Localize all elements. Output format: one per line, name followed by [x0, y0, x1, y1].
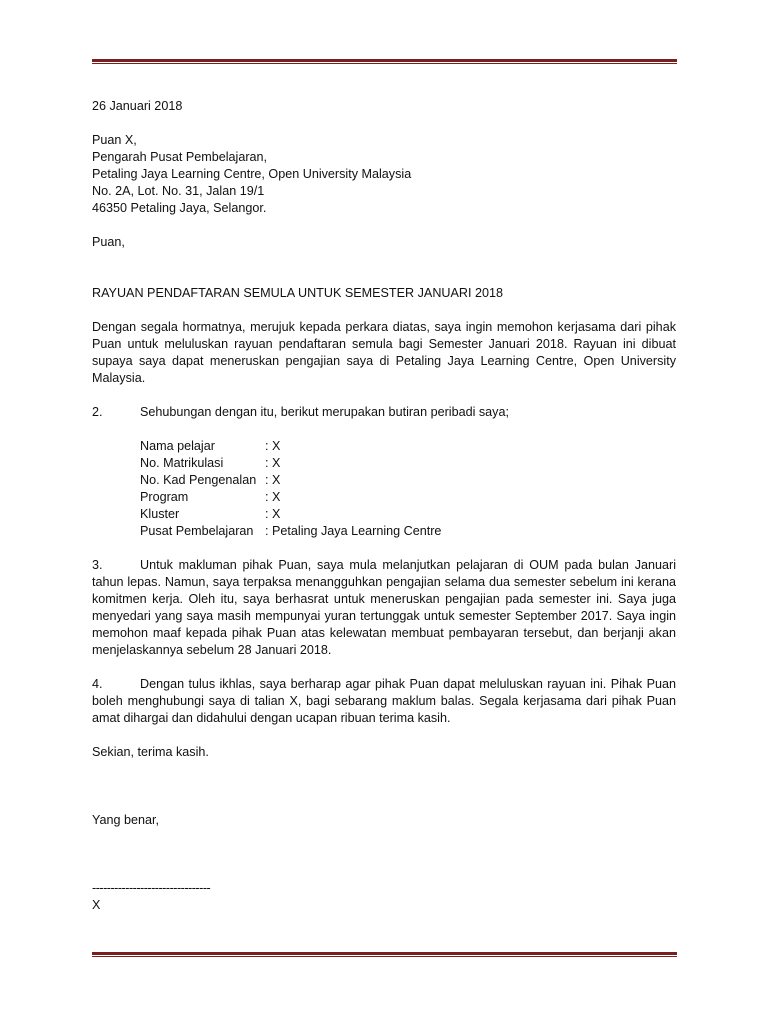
detail-value: : X	[265, 490, 281, 504]
signer-name: X	[92, 898, 101, 912]
detail-label: Program	[140, 490, 189, 504]
detail-value: : X	[265, 456, 281, 470]
letter-body	[92, 98, 676, 914]
paragraph-3	[92, 557, 676, 659]
detail-row	[140, 438, 676, 455]
letter-date: 26 Januari 2018	[92, 99, 183, 113]
detail-label: Pusat Pembelajaran	[140, 524, 254, 538]
recipient-line: Puan X,	[92, 133, 137, 147]
paragraph-text: Untuk makluman pihak Puan, saya mula melanjutkan pelajaran di OUM pada bulan Januari tahun lepas. Namun, saya terpaksa menangguhkan pengajian selama dua semester sebelum ini kerana komitmen kerja. Oleh itu, saya berhasrat untuk meneruskan pengajian pada semester ini. Saya juga menyedari yang saya masih mempunyai yuran tertunggak untuk semester September 2017. Saya ingin memohon maaf kepada pihak Puan atas kelewatan membuat pembayaran tersebut, dan berjanji akan menjelaskannya sebelum 28 Januari 2018.	[92, 558, 676, 657]
paragraph-4	[92, 676, 676, 727]
paragraph-1: Dengan segala hormatnya, merujuk kepada perkara diatas, saya ingin memohon kerjasama dari pihak Puan untuk meluluskan rayuan pendaftaran semula bagi Semester Januari 2018. Rayuan ini dibuat supaya saya dapat meneruskan pengajian saya di Petaling Jaya Learning Centre, Open University Malaysia.	[92, 320, 676, 385]
detail-label: Kluster	[140, 507, 180, 521]
detail-value: : X	[265, 473, 281, 487]
recipient-line: Petaling Jaya Learning Centre, Open University Malaysia	[92, 167, 412, 181]
detail-value: : X	[265, 439, 281, 453]
paragraph-2	[92, 404, 676, 421]
recipient-address	[92, 132, 676, 217]
personal-details-list	[140, 438, 676, 540]
salutation: Puan,	[92, 235, 125, 249]
top-border-rule	[92, 59, 677, 64]
subject-line: RAYUAN PENDAFTARAN SEMULA UNTUK SEMESTER JANUARI 2018	[92, 286, 504, 300]
detail-row	[140, 455, 676, 472]
detail-row	[140, 472, 676, 489]
detail-label: Nama pelajar	[140, 439, 215, 453]
detail-row	[140, 523, 676, 540]
recipient-line: No. 2A, Lot. No. 31, Jalan 19/1	[92, 184, 265, 198]
closing: Sekian, terima kasih.	[92, 745, 209, 759]
bottom-border-rule	[92, 952, 677, 957]
recipient-line: 46350 Petaling Jaya, Selangor.	[92, 201, 267, 215]
detail-label: No. Matrikulasi	[140, 456, 224, 470]
paragraph-number: 3.	[92, 558, 103, 572]
paragraph-number: 2.	[92, 405, 103, 419]
paragraph-text: Dengan tulus ikhlas, saya berharap agar pihak Puan dapat meluluskan rayuan ini. Pihak Puan boleh menghubungi saya di talian X, bagi sebarang maklum balas. Segala kerjasama dari pihak Puan amat dihargai dan didahului dengan ucapan ribuan terima kasih.	[92, 677, 676, 725]
sign-off: Yang benar,	[92, 813, 159, 827]
detail-row	[140, 489, 676, 506]
paragraph-number: 4.	[92, 677, 103, 691]
recipient-line: Pengarah Pusat Pembelajaran,	[92, 150, 268, 164]
detail-row	[140, 506, 676, 523]
paragraph-text: Sehubungan dengan itu, berikut merupakan butiran peribadi saya;	[140, 405, 509, 419]
detail-label: No. Kad Pengenalan	[140, 473, 257, 487]
signature-line: --------------------------------	[92, 881, 211, 895]
detail-value: : Petaling Jaya Learning Centre	[265, 524, 442, 538]
detail-value: : X	[265, 507, 281, 521]
